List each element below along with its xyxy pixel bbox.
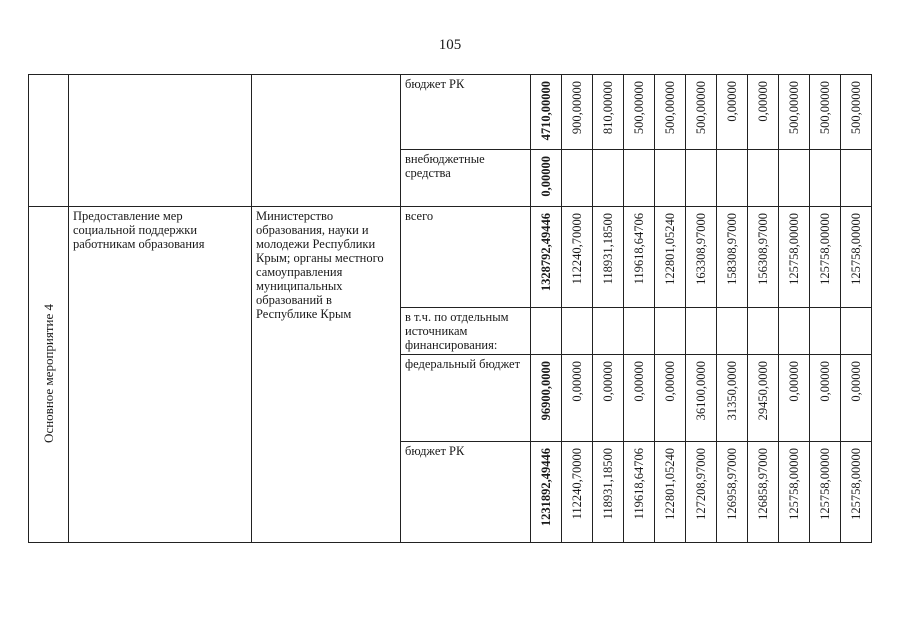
total-cell <box>531 355 562 442</box>
year-value: 500,00000 <box>694 81 708 135</box>
year-value-cell <box>841 75 872 150</box>
total-cell <box>531 308 562 355</box>
year-value-cell <box>593 355 624 442</box>
year-value-cell <box>593 442 624 543</box>
year-value-cell <box>624 75 655 150</box>
year-value-cell <box>717 150 748 207</box>
table-row <box>29 207 872 308</box>
executor-cell-prev <box>252 75 401 207</box>
year-value: 500,00000 <box>787 81 801 135</box>
total-value: 1231892,49446 <box>539 448 553 527</box>
measure-name-cell-prev <box>69 75 252 207</box>
year-value-cell <box>779 442 810 543</box>
year-value-cell <box>562 75 593 150</box>
year-value-cell <box>562 308 593 355</box>
year-value-cell <box>593 75 624 150</box>
year-value-cell <box>841 308 872 355</box>
year-value: 0,00000 <box>849 361 863 402</box>
year-value-cell <box>655 355 686 442</box>
year-value-cell <box>810 355 841 442</box>
funding-source-cell <box>401 355 531 442</box>
executor-cell <box>252 207 401 543</box>
year-value: 126958,97000 <box>725 448 739 520</box>
total-cell <box>531 207 562 308</box>
year-value-cell <box>810 75 841 150</box>
year-value: 500,00000 <box>818 81 832 135</box>
year-value: 29450,0000 <box>756 361 770 421</box>
funding-source: внебюджетные средства <box>405 152 485 180</box>
year-value-cell <box>810 308 841 355</box>
funding-source: федеральный бюджет <box>405 357 521 371</box>
year-value: 500,00000 <box>663 81 677 135</box>
year-value-cell <box>593 150 624 207</box>
year-value: 0,00000 <box>818 361 832 402</box>
year-value-cell <box>717 442 748 543</box>
year-value: 122801,05240 <box>663 448 677 520</box>
year-value: 112240,70000 <box>570 448 584 520</box>
year-value: 125758,00000 <box>787 448 801 520</box>
year-value-cell <box>779 75 810 150</box>
year-value: 125758,00000 <box>849 213 863 285</box>
year-value-cell <box>624 355 655 442</box>
year-value-cell <box>655 150 686 207</box>
year-value-cell <box>562 355 593 442</box>
year-value: 0,00000 <box>725 81 739 122</box>
total-cell <box>531 150 562 207</box>
year-value-cell <box>748 308 779 355</box>
year-value-cell <box>841 207 872 308</box>
year-value: 122801,05240 <box>663 213 677 285</box>
year-value-cell <box>624 207 655 308</box>
year-value: 810,00000 <box>601 81 615 135</box>
year-value-cell <box>655 75 686 150</box>
measure-name-cell <box>69 207 252 543</box>
page-number: 105 <box>438 37 462 53</box>
year-value-cell <box>686 442 717 543</box>
year-value-cell <box>779 207 810 308</box>
measure-name: Предоставление мер социальной поддержки работникам образования <box>73 209 205 251</box>
year-value-cell <box>655 207 686 308</box>
year-value-cell <box>810 150 841 207</box>
year-value-cell <box>717 75 748 150</box>
year-value-cell <box>562 207 593 308</box>
year-value-cell <box>686 355 717 442</box>
table-row <box>29 75 872 150</box>
year-value: 119618,64706 <box>632 448 646 520</box>
year-value-cell <box>779 150 810 207</box>
year-value: 163308,97000 <box>694 213 708 285</box>
year-value: 900,00000 <box>570 81 584 135</box>
year-value-cell <box>748 207 779 308</box>
year-value-cell <box>779 355 810 442</box>
total-value: 1328792,49446 <box>539 213 553 292</box>
year-value-cell <box>655 442 686 543</box>
year-value: 112240,70000 <box>570 213 584 285</box>
total-cell <box>531 442 562 543</box>
year-value: 0,00000 <box>663 361 677 402</box>
year-value-cell <box>593 207 624 308</box>
year-value-cell <box>655 308 686 355</box>
year-value: 125758,00000 <box>818 213 832 285</box>
year-value: 125758,00000 <box>787 213 801 285</box>
year-value-cell <box>748 150 779 207</box>
year-value-cell <box>686 308 717 355</box>
funding-source-cell <box>401 207 531 308</box>
year-value: 119618,64706 <box>632 213 646 285</box>
year-value-cell <box>562 442 593 543</box>
funding-source-cell <box>401 75 531 150</box>
year-value-cell <box>562 150 593 207</box>
year-value: 126858,97000 <box>756 448 770 520</box>
year-value-cell <box>748 355 779 442</box>
year-value: 118931,18500 <box>601 448 615 520</box>
year-value-cell <box>593 308 624 355</box>
measure-title-cell-prev <box>29 75 69 207</box>
year-value-cell <box>841 355 872 442</box>
total-value: 4710,00000 <box>539 81 553 141</box>
year-value: 0,00000 <box>570 361 584 402</box>
total-cell <box>531 75 562 150</box>
year-value-cell <box>717 207 748 308</box>
year-value-cell <box>810 207 841 308</box>
year-value-cell <box>624 308 655 355</box>
year-value-cell <box>686 207 717 308</box>
funding-source-cell <box>401 308 531 355</box>
year-value-cell <box>779 308 810 355</box>
funding-source: бюджет РК <box>405 77 465 91</box>
year-value-cell <box>624 150 655 207</box>
funding-source: бюджет РК <box>405 444 465 458</box>
year-value-cell <box>841 442 872 543</box>
year-value: 500,00000 <box>849 81 863 135</box>
total-value: 0,00000 <box>539 156 553 197</box>
measure-title: Основное мероприятие 4 <box>40 303 56 443</box>
year-value: 125758,00000 <box>849 448 863 520</box>
year-value-cell <box>748 75 779 150</box>
year-value-cell <box>624 442 655 543</box>
year-value-cell <box>748 442 779 543</box>
executor: Министерство образования, науки и молодежи Республики Крым; органы местного самоуправления муниципальных образований в Республике Крым <box>256 209 384 321</box>
year-value: 500,00000 <box>632 81 646 135</box>
funding-source: в т.ч. по отдельным источникам финансирования: <box>405 310 509 352</box>
year-value: 127208,97000 <box>694 448 708 520</box>
year-value: 0,00000 <box>756 81 770 122</box>
year-value: 0,00000 <box>787 361 801 402</box>
funding-source: всего <box>405 209 434 223</box>
year-value-cell <box>686 150 717 207</box>
year-value: 156308,97000 <box>756 213 770 285</box>
funding-source-cell <box>401 442 531 543</box>
measure-title-cell <box>29 207 69 543</box>
year-value: 158308,97000 <box>725 213 739 285</box>
year-value: 118931,18500 <box>601 213 615 285</box>
year-value: 0,00000 <box>601 361 615 402</box>
total-value: 96900,0000 <box>539 361 553 421</box>
year-value: 125758,00000 <box>818 448 832 520</box>
year-value: 0,00000 <box>632 361 646 402</box>
year-value: 36100,0000 <box>694 361 708 421</box>
year-value-cell <box>810 442 841 543</box>
funding-source-cell <box>401 150 531 207</box>
budget-table <box>28 74 872 543</box>
year-value-cell <box>717 355 748 442</box>
year-value: 31350,0000 <box>725 361 739 421</box>
year-value-cell <box>841 150 872 207</box>
year-value-cell <box>686 75 717 150</box>
year-value-cell <box>717 308 748 355</box>
